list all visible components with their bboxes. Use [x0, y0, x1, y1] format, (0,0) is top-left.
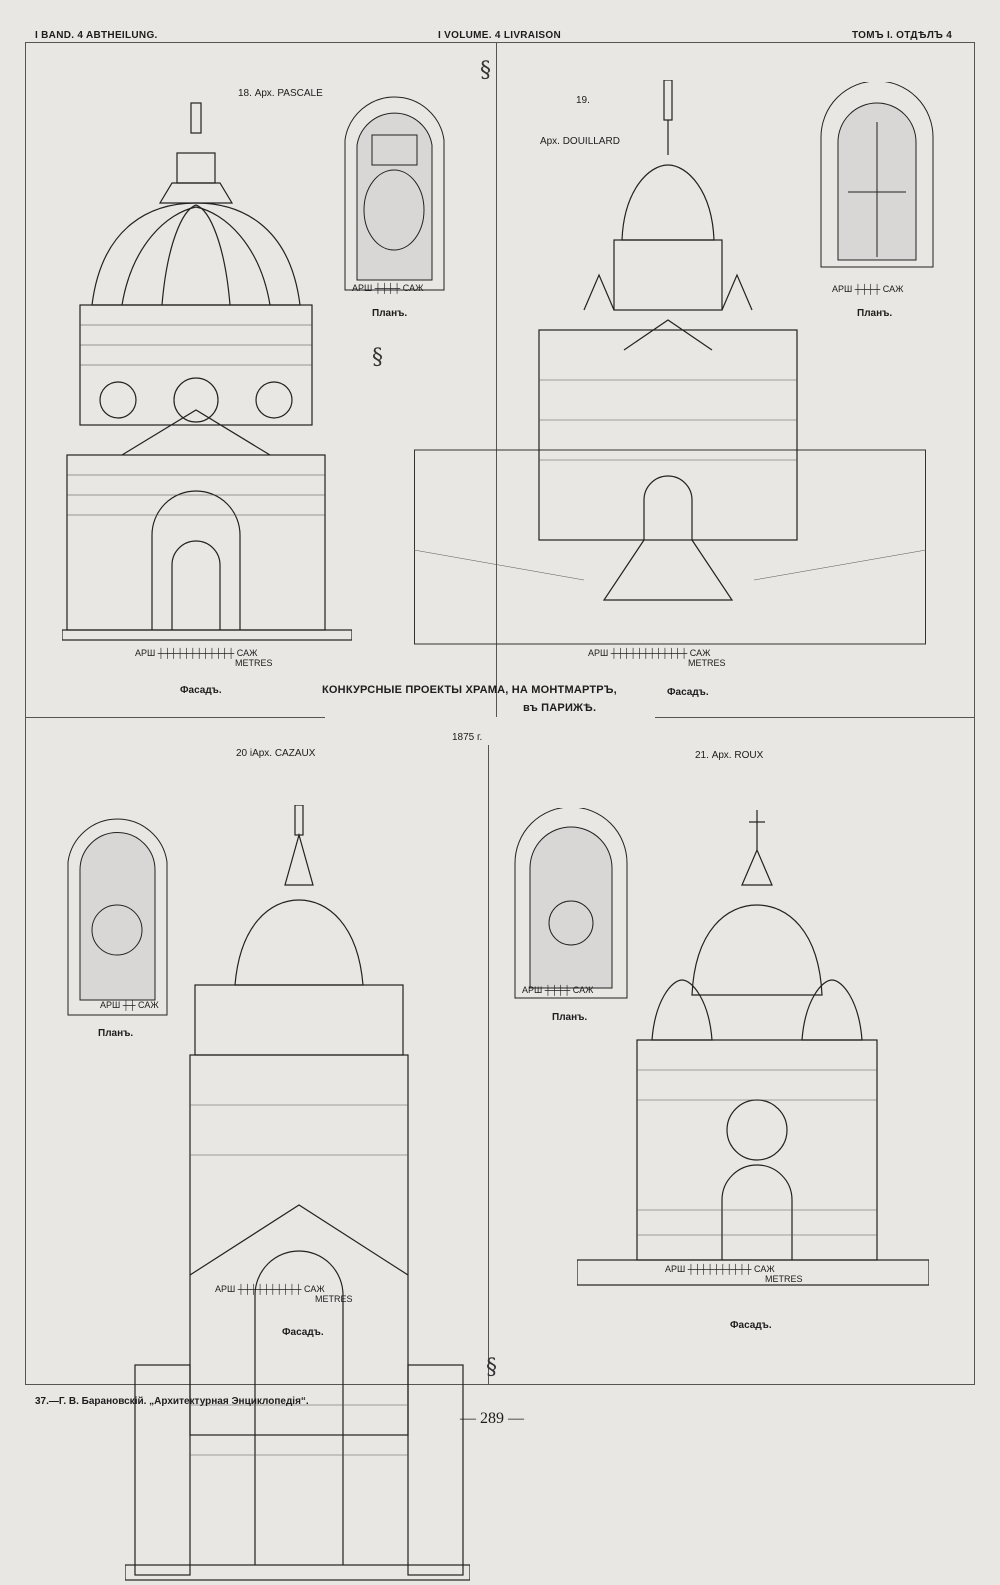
project-21-label: 21. Арх. ROUX: [695, 750, 764, 761]
divider-bottom-vertical: [488, 745, 489, 1385]
header-right: ТОМЪ I. ОТДѢЛЪ 4: [852, 30, 953, 41]
project-20-plan-scale: АРШ ┼┼ САЖ: [100, 1000, 159, 1010]
project-19-architect: Арх. DOUILLARD: [540, 136, 620, 147]
project-19-facade-caption: Фасадъ.: [667, 687, 709, 698]
project-19-plan-drawing: [818, 82, 936, 272]
project-18-scale-bar: АРШ ┼┼┼┼┼┼┼┼┼┼┼┼ САЖ METRES: [135, 648, 273, 668]
divider-left-horizontal: [25, 717, 325, 718]
project-19-number: 19.: [576, 95, 590, 106]
project-20-facade-caption: Фасадъ.: [282, 1327, 324, 1338]
flourish-bottom: §: [486, 1355, 497, 1380]
flourish-mid: §: [372, 345, 383, 370]
project-20-scale-bar: АРШ ┼┼┼┼┼┼┼┼┼┼ САЖ METRES: [215, 1284, 353, 1304]
header-center: I VOLUME. 4 LIVRAISON: [438, 30, 561, 41]
header-left: I BAND. 4 ABTHEILUNG.: [35, 30, 158, 41]
project-20-facade-drawing: [125, 805, 470, 1585]
project-20-label: 20 iАрх. CAZAUX: [236, 748, 316, 759]
project-19-scale-bar: АРШ ┼┼┼┼┼┼┼┼┼┼┼┼ САЖ METRES: [588, 648, 726, 668]
plate-title: КОНКУРСНЫЕ ПРОЕКТЫ ХРАМА, НА МОНТМАРТРЪ,: [322, 684, 617, 696]
project-18-plan-scale: АРШ ┼┼┼┼ САЖ: [352, 283, 424, 293]
project-19-plan-caption: Планъ.: [857, 308, 893, 319]
footer-citation: 37.—Г. В. Барановскій. „Архитектурная Энциклопедія“.: [35, 1396, 309, 1407]
project-18-facade-caption: Фасадъ.: [180, 685, 222, 696]
plate-year: 1875 г.: [452, 732, 483, 743]
divider-right-horizontal: [655, 717, 975, 718]
project-21-scale-bar: АРШ ┼┼┼┼┼┼┼┼┼┼ САЖ METRES: [665, 1264, 803, 1284]
project-18-plan-caption: Планъ.: [372, 308, 408, 319]
plate-subtitle: въ ПАРИЖѢ.: [523, 702, 597, 714]
page-number: — 289 —: [460, 1410, 524, 1427]
project-18-label: 18. Арх. PASCALE: [238, 88, 323, 99]
project-21-facade-caption: Фасадъ.: [730, 1320, 772, 1331]
project-18-facade-drawing: [62, 95, 352, 645]
project-21-plan-scale: АРШ ┼┼┼┼ САЖ: [522, 985, 594, 995]
flourish-top: §: [480, 58, 491, 83]
project-21-plan-caption: Планъ.: [552, 1012, 588, 1023]
project-19-plan-scale: АРШ ┼┼┼┼ САЖ: [832, 284, 904, 294]
project-20-plan-caption: Планъ.: [98, 1028, 134, 1039]
project-21-facade-drawing: [577, 810, 929, 1290]
